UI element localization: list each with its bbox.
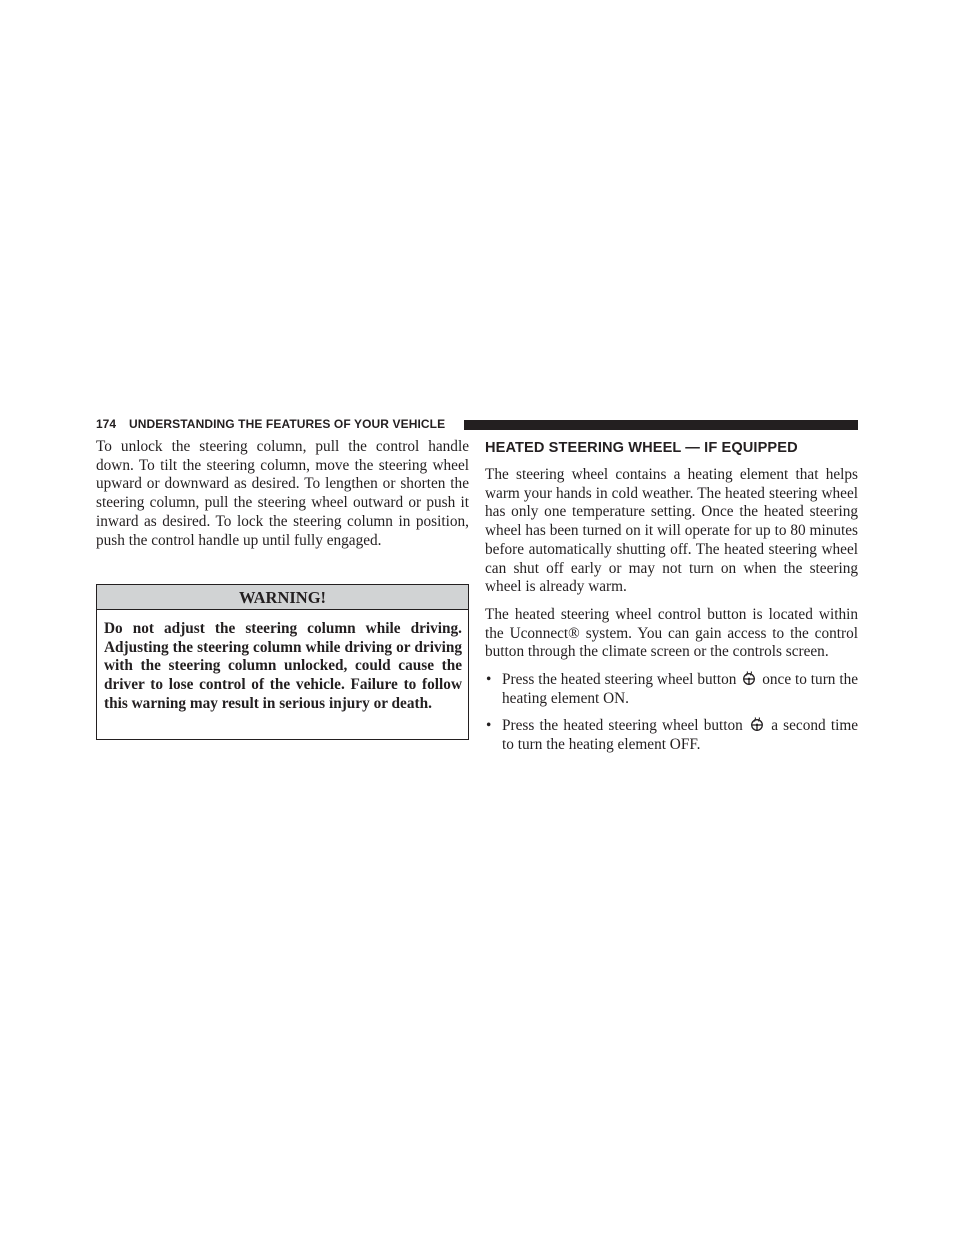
heated-steering-wheel-icon [742, 671, 756, 685]
heated-wheel-description: The steering wheel contains a heating element that helps warm your hands in cold weather. The heated steering wheel has only one temperature setting. Once the heated steering wheel has been turned on it will operate for up to 80 minutes before automatically shutting off. The heated steering wheel can shut off early or may not turn on when the steering wheel is already warm. [485, 466, 858, 596]
chapter-title: UNDERSTANDING THE FEATURES OF YOUR VEHICLE [129, 417, 446, 431]
bullet: • [486, 717, 492, 735]
right-column [485, 438, 858, 755]
control-button-location: The heated steering wheel control button is located within the Uconnect® system. You can gain access to the control button through the climate screen or the controls screen. [485, 605, 858, 661]
left-column [96, 438, 469, 550]
page-number: 174 [96, 417, 117, 431]
section-heading: HEATED STEERING WHEEL — IF EQUIPPED [485, 440, 798, 456]
bullet-text-after: once to turn the heating element ON. [502, 671, 859, 707]
list-item [485, 717, 858, 754]
warning-title: WARNING! [97, 585, 468, 610]
bullet-text-before: Press the heated steering wheel button [502, 717, 743, 735]
header-bar [464, 420, 858, 430]
steering-column-instructions: To unlock the steering column, pull the control handle down. To tilt the steering column, move the steering wheel upward or downward as desired. To lengthen or shorten the steering column, pull the steering wheel outward or push it inward as desired. To lock the steering column in position, push the control handle up until fully engaged. [96, 438, 469, 549]
bullet: • [486, 671, 492, 689]
page-header [96, 416, 858, 434]
warning-box [96, 584, 469, 740]
list-item [485, 671, 858, 708]
warning-text: Do not adjust the steering column while driving. Adjusting the steering column while driving or driving with the steering column unlocked, could cause the driver to lose control of the vehicle. Failure to follow this warning may result in serious injury or death. [104, 620, 462, 712]
heated-steering-wheel-icon [750, 717, 764, 731]
bullet-text-after: a second time to turn the heating element OFF. [502, 717, 859, 754]
bullet-text-before: Press the heated steering wheel button [502, 671, 737, 689]
instruction-list [485, 671, 858, 755]
